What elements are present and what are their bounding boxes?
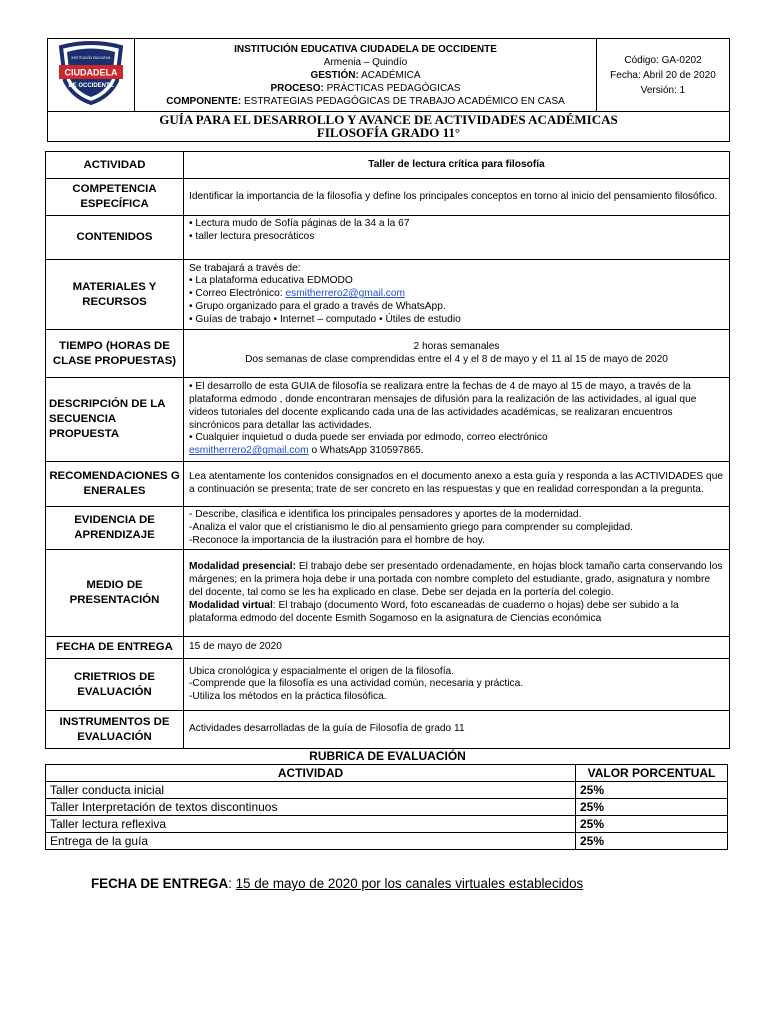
delivery-value: 15 de mayo de 2020 por los canales virtuales establecidos xyxy=(235,876,584,891)
materiales-line5: • Guías de trabajo • Internet – computado • Útiles de estudio xyxy=(189,313,461,325)
contenidos-line1: • Lectura mudo de Sofía páginas de la 34 a la 67 xyxy=(189,218,410,229)
componente-label: COMPONENTE: xyxy=(166,95,242,107)
descripcion-para3 xyxy=(189,445,724,458)
row-evidencia xyxy=(46,507,730,550)
gestion-label: GESTIÓN: xyxy=(310,69,359,81)
school-logo-cell xyxy=(48,39,135,112)
medio-presencial xyxy=(189,561,724,599)
tiempo-line2: Dos semanas de clase comprendidas entre el 4 y el 8 de mayo y el 11 al 15 de mayo de 2020 xyxy=(245,353,668,365)
guide-title xyxy=(48,112,730,142)
value-actividad: Taller de lectura crítica para filosofía xyxy=(184,152,730,179)
document-version: Versión: 1 xyxy=(640,84,686,96)
criterios-line1: Ubica cronológica y espacialmente el origen de la filosofía. xyxy=(189,665,455,677)
tiempo-line1: 2 horas semanales xyxy=(413,340,500,352)
rubric-value: 25% xyxy=(576,799,728,816)
delivery-sep: : xyxy=(228,876,236,891)
label-competencia: COMPETENCIA ESPECÍFICA xyxy=(46,179,184,216)
document-code: Código: GA-0202 xyxy=(624,54,702,66)
table-row xyxy=(46,833,728,850)
school-shield-icon xyxy=(55,41,127,105)
medio-virtual-label: Modalidad virtual xyxy=(189,599,273,611)
label-criterios: CRIETRIOS DE EVALUACIÓN xyxy=(46,659,184,711)
logo-line2: DE OCCIDENTE xyxy=(68,82,114,89)
rubric-activity: Entrega de la guía xyxy=(46,833,576,850)
evidencia-line1: - Describe, clasifica e identifica los principales pensadores y aportes de la modernidad. xyxy=(189,509,582,520)
value-contenidos xyxy=(184,216,730,260)
table-row xyxy=(46,816,728,833)
rubric-activity: Taller Interpretación de textos discontinuos xyxy=(46,799,576,816)
proceso-line xyxy=(135,82,596,95)
materiales-line1: Se trabajará a través de: xyxy=(189,262,301,274)
header-meta xyxy=(597,39,730,112)
row-instrumentos xyxy=(46,711,730,749)
contenidos-line2: • taller lectura presocráticos xyxy=(189,230,315,242)
medio-presencial-label: Modalidad presencial: xyxy=(189,561,296,573)
header-info xyxy=(135,39,597,112)
activity-table xyxy=(45,151,730,749)
label-medio: MEDIO DE PRESENTACIÓN xyxy=(46,550,184,637)
medio-presencial-text: El trabajo debe ser presentado ordenadamente, en hojas block tamaño carta conservando los márgenes; en la primera hoja debe ir una portada con nombre completo del estudiante, grado, asignatura y nombre del docente, tal como se les ha explicado en clase. Debe ser dejada en la portería del colegio. xyxy=(189,561,723,598)
guide-title-line2: FILOSOFÍA GRADO 11° xyxy=(316,125,461,140)
materiales-line2: • La plataforma educativa EDMODO xyxy=(189,275,353,287)
table-row xyxy=(46,799,728,816)
rubric-activity: Taller lectura reflexiva xyxy=(46,816,576,833)
proceso-label: PROCESO: xyxy=(270,82,324,94)
value-criterios xyxy=(184,659,730,711)
row-fecha-entrega xyxy=(46,637,730,659)
descripcion-para2: • Cualquier inquietud o duda puede ser enviada por edmodo, correo electrónico xyxy=(189,432,548,444)
value-materiales xyxy=(184,260,730,330)
row-tiempo xyxy=(46,330,730,378)
logo-top-text: INSTITUCIÓN EDUCATIVA xyxy=(71,55,111,60)
label-instrumentos: INSTRUMENTOS DE EVALUACIÓN xyxy=(46,711,184,749)
row-criterios xyxy=(46,659,730,711)
materiales-line4: • Grupo organizado para el grado a través de WhatsApp. xyxy=(189,300,446,312)
descripcion-para1: • El desarrollo de esta GUIA de filosofía se realizara entre la fechas de 4 de mayo al 15 de mayo, a través de la plataforma edmodo , donde encontraran mensajes de difusión para la realización de las actividades, al igual que videos tutoriales del docente explicando cada una de las actividades académicas, se realizaran encuentros sincrónicos para detallar las actividades. xyxy=(189,381,697,431)
label-fecha-entrega: FECHA DE ENTREGA xyxy=(46,637,184,659)
label-recomendaciones: RECOMENDACIONES GENERALES xyxy=(46,462,184,507)
materiales-line3 xyxy=(189,288,724,301)
materiales-email-label: • Correo Electrónico: xyxy=(189,288,286,300)
gestion-value: ACADÉMICA xyxy=(361,69,421,81)
value-fecha-entrega: 15 de mayo de 2020 xyxy=(184,637,730,659)
value-tiempo xyxy=(184,330,730,378)
row-descripcion xyxy=(46,378,730,462)
row-recomendaciones xyxy=(46,462,730,507)
guide-title-line1: GUÍA PARA EL DESARROLLO Y AVANCE DE ACTIVIDADES ACADÉMICAS xyxy=(159,112,618,127)
materiales-email-link[interactable]: esmitherrero2@gmail.com xyxy=(285,288,406,300)
rubric-col-actividad: ACTIVIDAD xyxy=(46,765,576,782)
gestion-line xyxy=(135,69,596,82)
evidencia-line2: -Analiza el valor que el cristianismo le dio al pensamiento griego para comprender su complejidad. xyxy=(189,521,633,533)
delivery-note xyxy=(91,876,583,891)
label-contenidos: CONTENIDOS xyxy=(46,216,184,260)
row-materiales xyxy=(46,260,730,330)
evidencia-line3: -Reconoce la importancia de la ilustración para el hombre de hoy. xyxy=(189,534,485,546)
rubric-activity: Taller conducta inicial xyxy=(46,782,576,799)
document-date: Fecha: Abril 20 de 2020 xyxy=(610,69,716,81)
componente-line xyxy=(135,95,596,108)
label-actividad: ACTIVIDAD xyxy=(46,152,184,179)
rubric-value: 25% xyxy=(576,833,728,850)
medio-virtual-text: : El trabajo (documento Word, foto escaneadas de cuaderno o hojas) debe ser subido a la plataforma edmodo del docente Esmith Sogamoso en la asignatura de Ciencias económica xyxy=(189,599,679,624)
descripcion-whatsapp: o WhatsApp 310597865. xyxy=(308,445,424,457)
value-recomendaciones: Lea atentamente los contenidos consignados en el documento anexo a esta guía y responda a las ACTIVIDADES que a continuación se presenta; trate de ser concreto en las respuestas y que en realidad correspondan a la pregunta. xyxy=(184,462,730,507)
label-descripcion: DESCRIPCIÓN DE LA SECUENCIA PROPUESTA xyxy=(46,378,184,462)
row-competencia xyxy=(46,179,730,216)
row-contenidos xyxy=(46,216,730,260)
rubric-header-row xyxy=(46,765,728,782)
criterios-line3: -Utiliza los métodos en la práctica filosófica. xyxy=(189,691,387,703)
value-instrumentos: Actividades desarrolladas de la guía de Filosofía de grado 11 xyxy=(184,711,730,749)
row-actividad xyxy=(46,152,730,179)
rubric-title: RUBRICA DE EVALUACIÓN xyxy=(309,749,466,763)
logo-line1: CIUDADELA xyxy=(64,67,118,77)
institution-name: INSTITUCIÓN EDUCATIVA CIUDADELA DE OCCIDENTE xyxy=(234,43,497,55)
rubric-col-valor: VALOR PORCENTUAL xyxy=(576,765,728,782)
descripcion-email-link[interactable]: esmitherrero2@gmail.com xyxy=(189,445,309,457)
delivery-label: FECHA DE ENTREGA xyxy=(91,876,229,891)
row-medio xyxy=(46,550,730,637)
value-medio xyxy=(184,550,730,637)
document-header xyxy=(47,38,730,142)
city: Armenia – Quindío xyxy=(323,56,408,68)
rubric-value: 25% xyxy=(576,816,728,833)
value-evidencia xyxy=(184,507,730,550)
componente-value: ESTRATEGIAS PEDAGÓGICAS DE TRABAJO ACADÉMICO EN CASA xyxy=(243,95,565,107)
proceso-value: PRÁCTICAS PEDAGÓGICAS xyxy=(326,82,461,94)
table-row xyxy=(46,782,728,799)
value-competencia: Identificar la importancia de la filosofía y define los principales conceptos en torno al inicio del pensamiento filosófico. xyxy=(184,179,730,216)
label-tiempo: TIEMPO (HORAS DE CLASE PROPUESTAS) xyxy=(46,330,184,378)
label-materiales: MATERIALES Y RECURSOS xyxy=(46,260,184,330)
label-evidencia: EVIDENCIA DE APRENDIZAJE xyxy=(46,507,184,550)
criterios-line2: -Comprende que la filosofía es una actividad común, necesaria y práctica. xyxy=(189,678,524,690)
medio-virtual xyxy=(189,600,724,626)
value-descripcion xyxy=(184,378,730,462)
rubric-value: 25% xyxy=(576,782,728,799)
rubric-table xyxy=(45,764,728,850)
